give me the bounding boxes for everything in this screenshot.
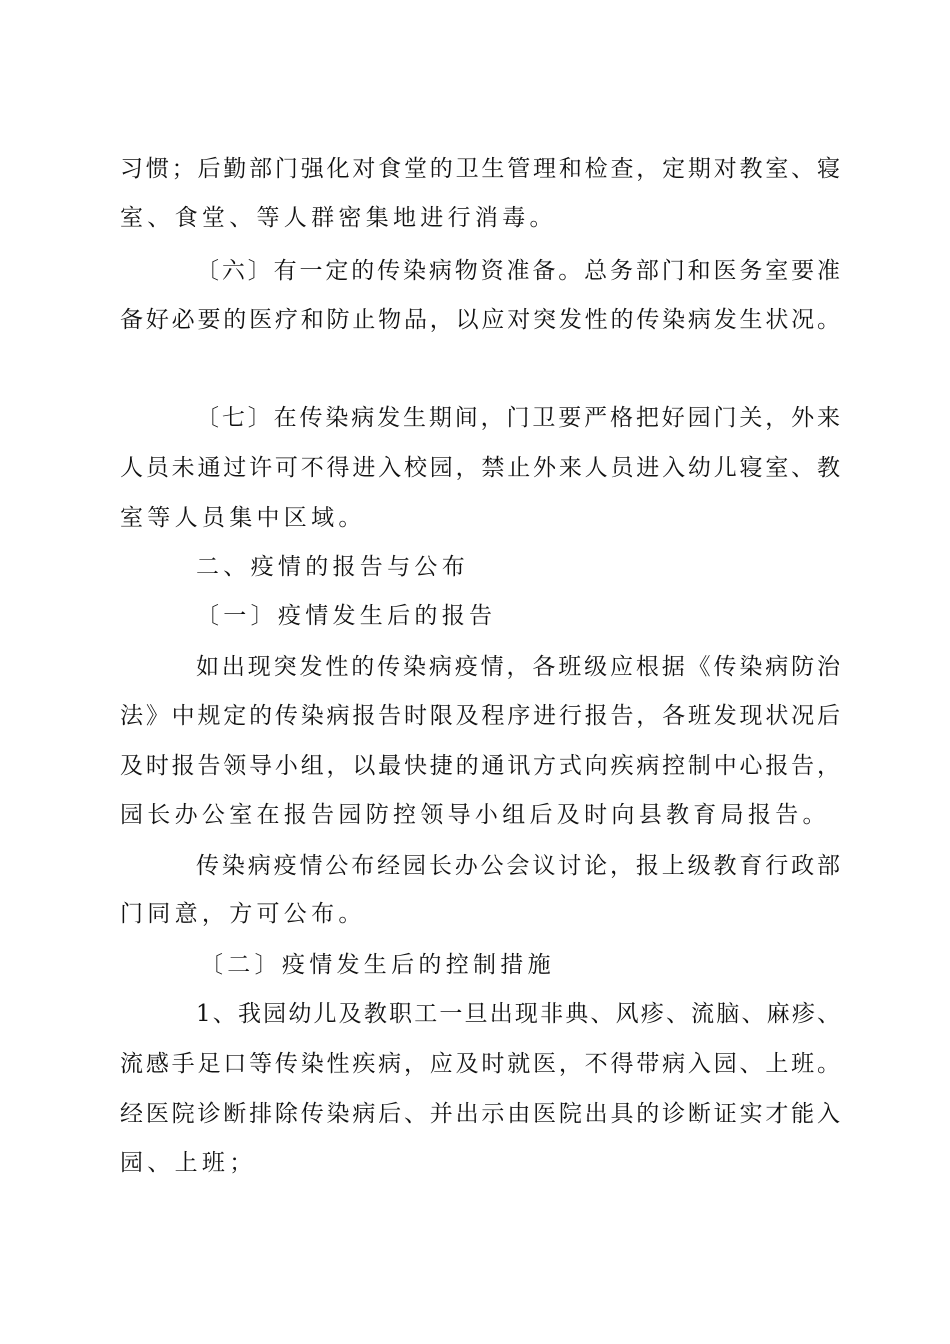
paragraph-line: 如出现突发性的传染病疫情，各班级应根据《传染病防治 [196, 654, 840, 680]
subsection-heading: 〔一〕疫情发生后的报告 [196, 603, 497, 629]
paragraph-line: 法》中规定的传染病报告时限及程序进行报告，各班发现状况后 [120, 703, 840, 729]
paragraph-line: 园、上班； [120, 1150, 257, 1176]
paragraph-line: 园长办公室在报告园防控领导小组后及时向县教育局报告。 [120, 802, 830, 828]
paragraph-line: 及时报告领导小组，以最快捷的通讯方式向疾病控制中心报告， [120, 753, 840, 779]
paragraph-line: 〔七〕在传染病发生期间，门卫要严格把好园门关，外来 [196, 405, 840, 431]
subsection-heading: 〔二〕疫情发生后的控制措施 [200, 952, 555, 978]
paragraph-line: 室等人员集中区域。 [120, 505, 366, 531]
paragraph-line: 习惯；后勤部门强化对食堂的卫生管理和检查，定期对教室、寝 [120, 156, 840, 182]
paragraph-line: 人员未通过许可不得进入校园，禁止外来人员进入幼儿寝室、教 [120, 455, 840, 481]
paragraph-line: 备好必要的医疗和防止物品，以应对突发性的传染病发生状况。 [120, 307, 840, 333]
paragraph-line: 经医院诊断排除传染病后、并出示由医院出具的诊断证实才能入 [120, 1101, 840, 1127]
paragraph-line: 传染病疫情公布经园长办公会议讨论，报上级教育行政部 [196, 853, 840, 879]
paragraph-line: 〔六〕有一定的传染病物资准备。总务部门和医务室要准 [196, 258, 840, 284]
paragraph-line: 室、食堂、等人群密集地进行消毒。 [120, 205, 557, 231]
section-heading: 二、疫情的报告与公布 [196, 554, 469, 580]
paragraph-line: 1、我园幼儿及教职工一旦出现非典、风疹、流脑、麻疹、 [196, 1001, 840, 1027]
paragraph-line: 流感手足口等传染性疾病，应及时就医，不得带病入园、上班。 [120, 1051, 840, 1077]
paragraph-line: 门同意，方可公布。 [120, 901, 366, 927]
